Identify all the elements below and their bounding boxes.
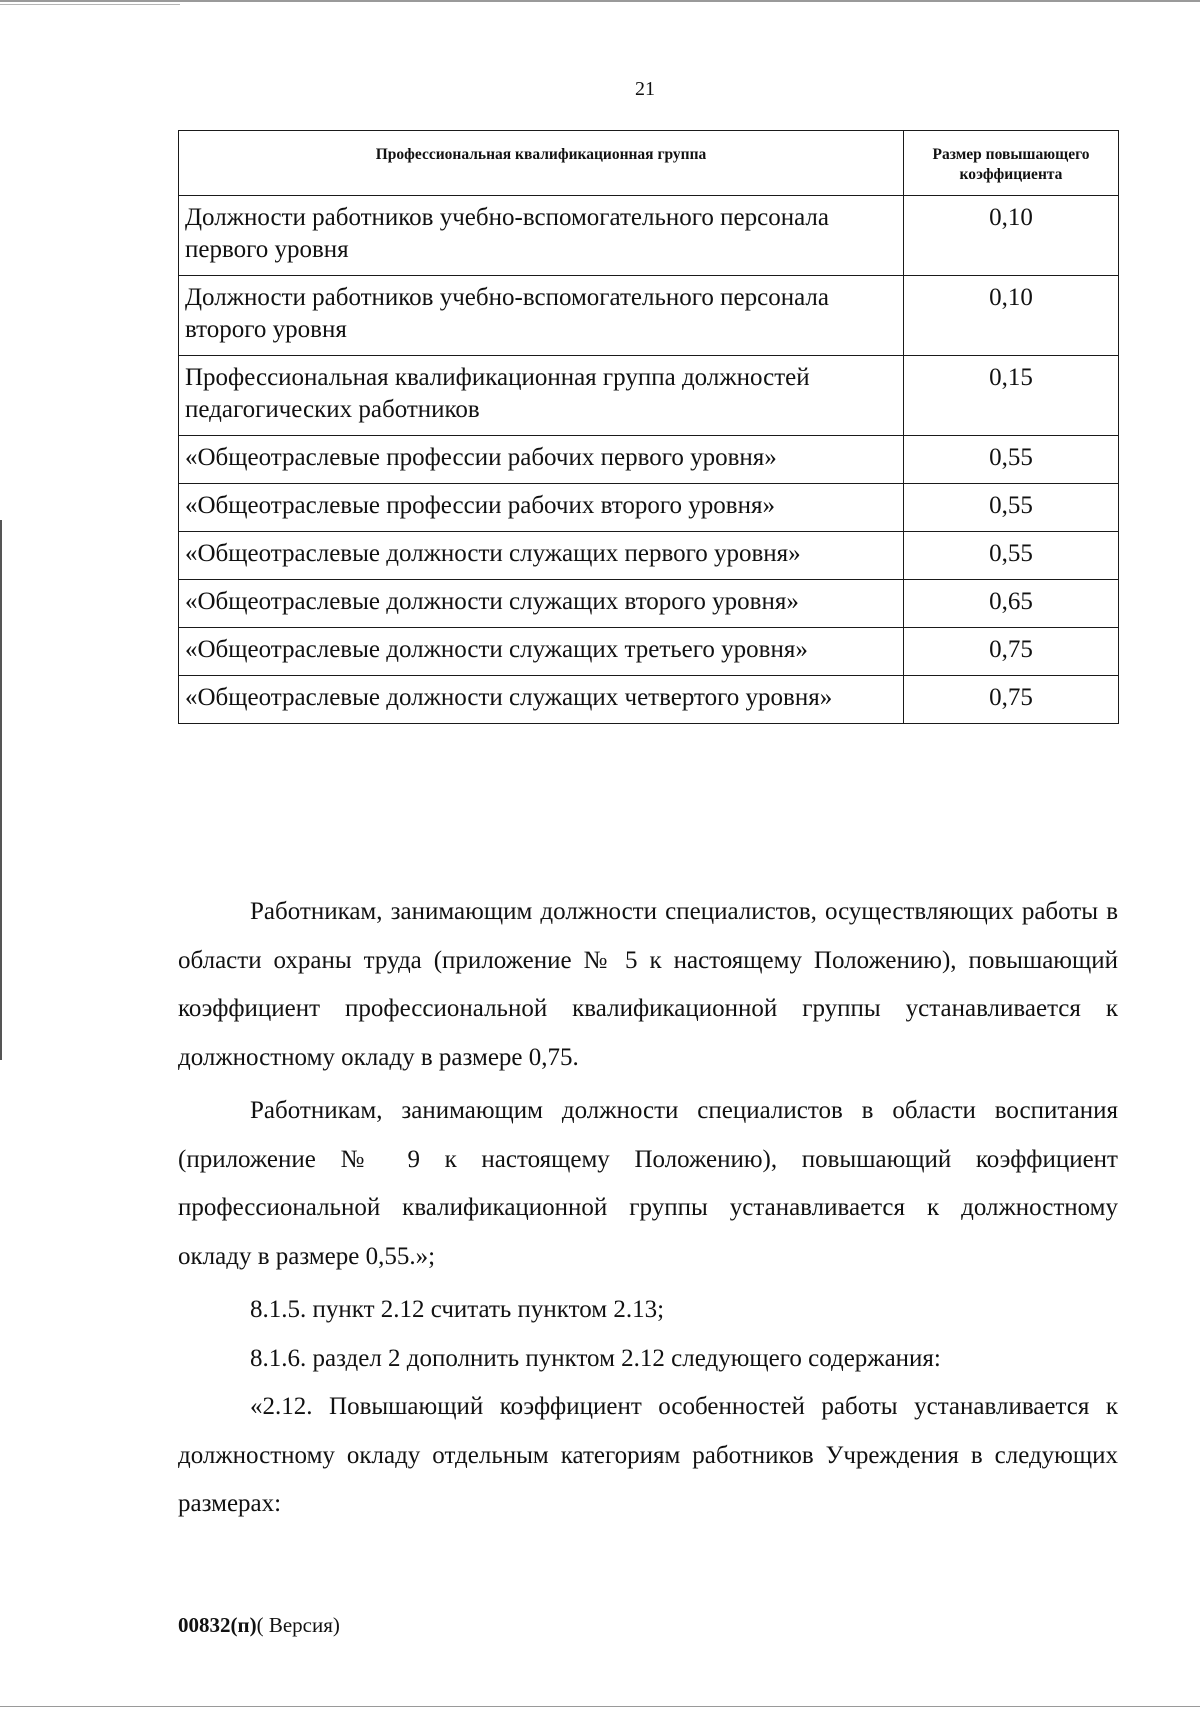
scan-left-edge [0, 520, 2, 1060]
paragraph-8-1-5: 8.1.5. пункт 2.12 считать пунктом 2.13; [250, 1296, 665, 1323]
document-code: 00832(п) [178, 1613, 257, 1637]
table-row [179, 276, 1119, 356]
header-group: Профессиональная квалификационная группа [179, 131, 904, 196]
cell-group: Должности работников учебно-вспомогательного персонала первого уровня [179, 196, 904, 276]
page-number: 21 [635, 78, 655, 100]
paragraph-labor-safety: Работникам, занимающим должности специалистов, осуществляющих работы в области охраны труда (приложение № 5 к настоящему Положению), повышающий коэффициент профессиональной квалификационной группы устанавливается к должностному окладу в размере 0,75. [178, 898, 1118, 1071]
cell-coefficient: 0,55 [904, 436, 1119, 484]
table-row [179, 356, 1119, 436]
cell-coefficient: 0,15 [904, 356, 1119, 436]
table-row [179, 676, 1119, 724]
qualification-coefficient-table [178, 130, 1119, 724]
table-row [179, 484, 1119, 532]
paragraph-2-12: «2.12. Повышающий коэффициент особенностей работы устанавливается к должностному окладу отдельным категориям работников Учреждения в следующих размерах: [178, 1393, 1118, 1517]
cell-coefficient: 0,10 [904, 196, 1119, 276]
cell-group: «Общеотраслевые должности служащих четвертого уровня» [179, 676, 904, 724]
cell-coefficient: 0,65 [904, 580, 1119, 628]
cell-group: «Общеотраслевые должности служащих первого уровня» [179, 532, 904, 580]
cell-group: Должности работников учебно-вспомогательного персонала второго уровня [179, 276, 904, 356]
document-body [178, 888, 1118, 1529]
table-row [179, 628, 1119, 676]
scan-top-border [0, 0, 1200, 2]
paragraph-upbringing: Работникам, занимающим должности специалистов в области воспитания (приложение № 9 к настоящему Положению), повышающий коэффициент профессиональной квалификационной группы устанавливается к должностному окладу в размере 0,55.»; [178, 1097, 1118, 1270]
table-header-row [179, 131, 1119, 196]
cell-coefficient: 0,55 [904, 484, 1119, 532]
document-footer [178, 1613, 340, 1638]
cell-group: «Общеотраслевые профессии рабочих первого уровня» [179, 436, 904, 484]
cell-group: «Общеотраслевые должности служащих второго уровня» [179, 580, 904, 628]
document-version: ( Версия) [256, 1613, 340, 1637]
table-body [179, 196, 1119, 724]
cell-group: Профессиональная квалификационная группа должностей педагогических работников [179, 356, 904, 436]
table-row [179, 436, 1119, 484]
cell-group: «Общеотраслевые профессии рабочих второго уровня» [179, 484, 904, 532]
header-coefficient: Размер повышающего коэффициента [904, 131, 1119, 196]
cell-coefficient: 0,75 [904, 628, 1119, 676]
table-row [179, 532, 1119, 580]
table-row [179, 580, 1119, 628]
cell-coefficient: 0,75 [904, 676, 1119, 724]
cell-coefficient: 0,10 [904, 276, 1119, 356]
scan-top-border-short [0, 4, 180, 5]
paragraph-8-1-6: 8.1.6. раздел 2 дополнить пунктом 2.12 следующего содержания: [250, 1344, 941, 1372]
scan-bottom-border [0, 1706, 1200, 1707]
cell-group: «Общеотраслевые должности служащих третьего уровня» [179, 628, 904, 676]
table-row [179, 196, 1119, 276]
cell-coefficient: 0,55 [904, 532, 1119, 580]
